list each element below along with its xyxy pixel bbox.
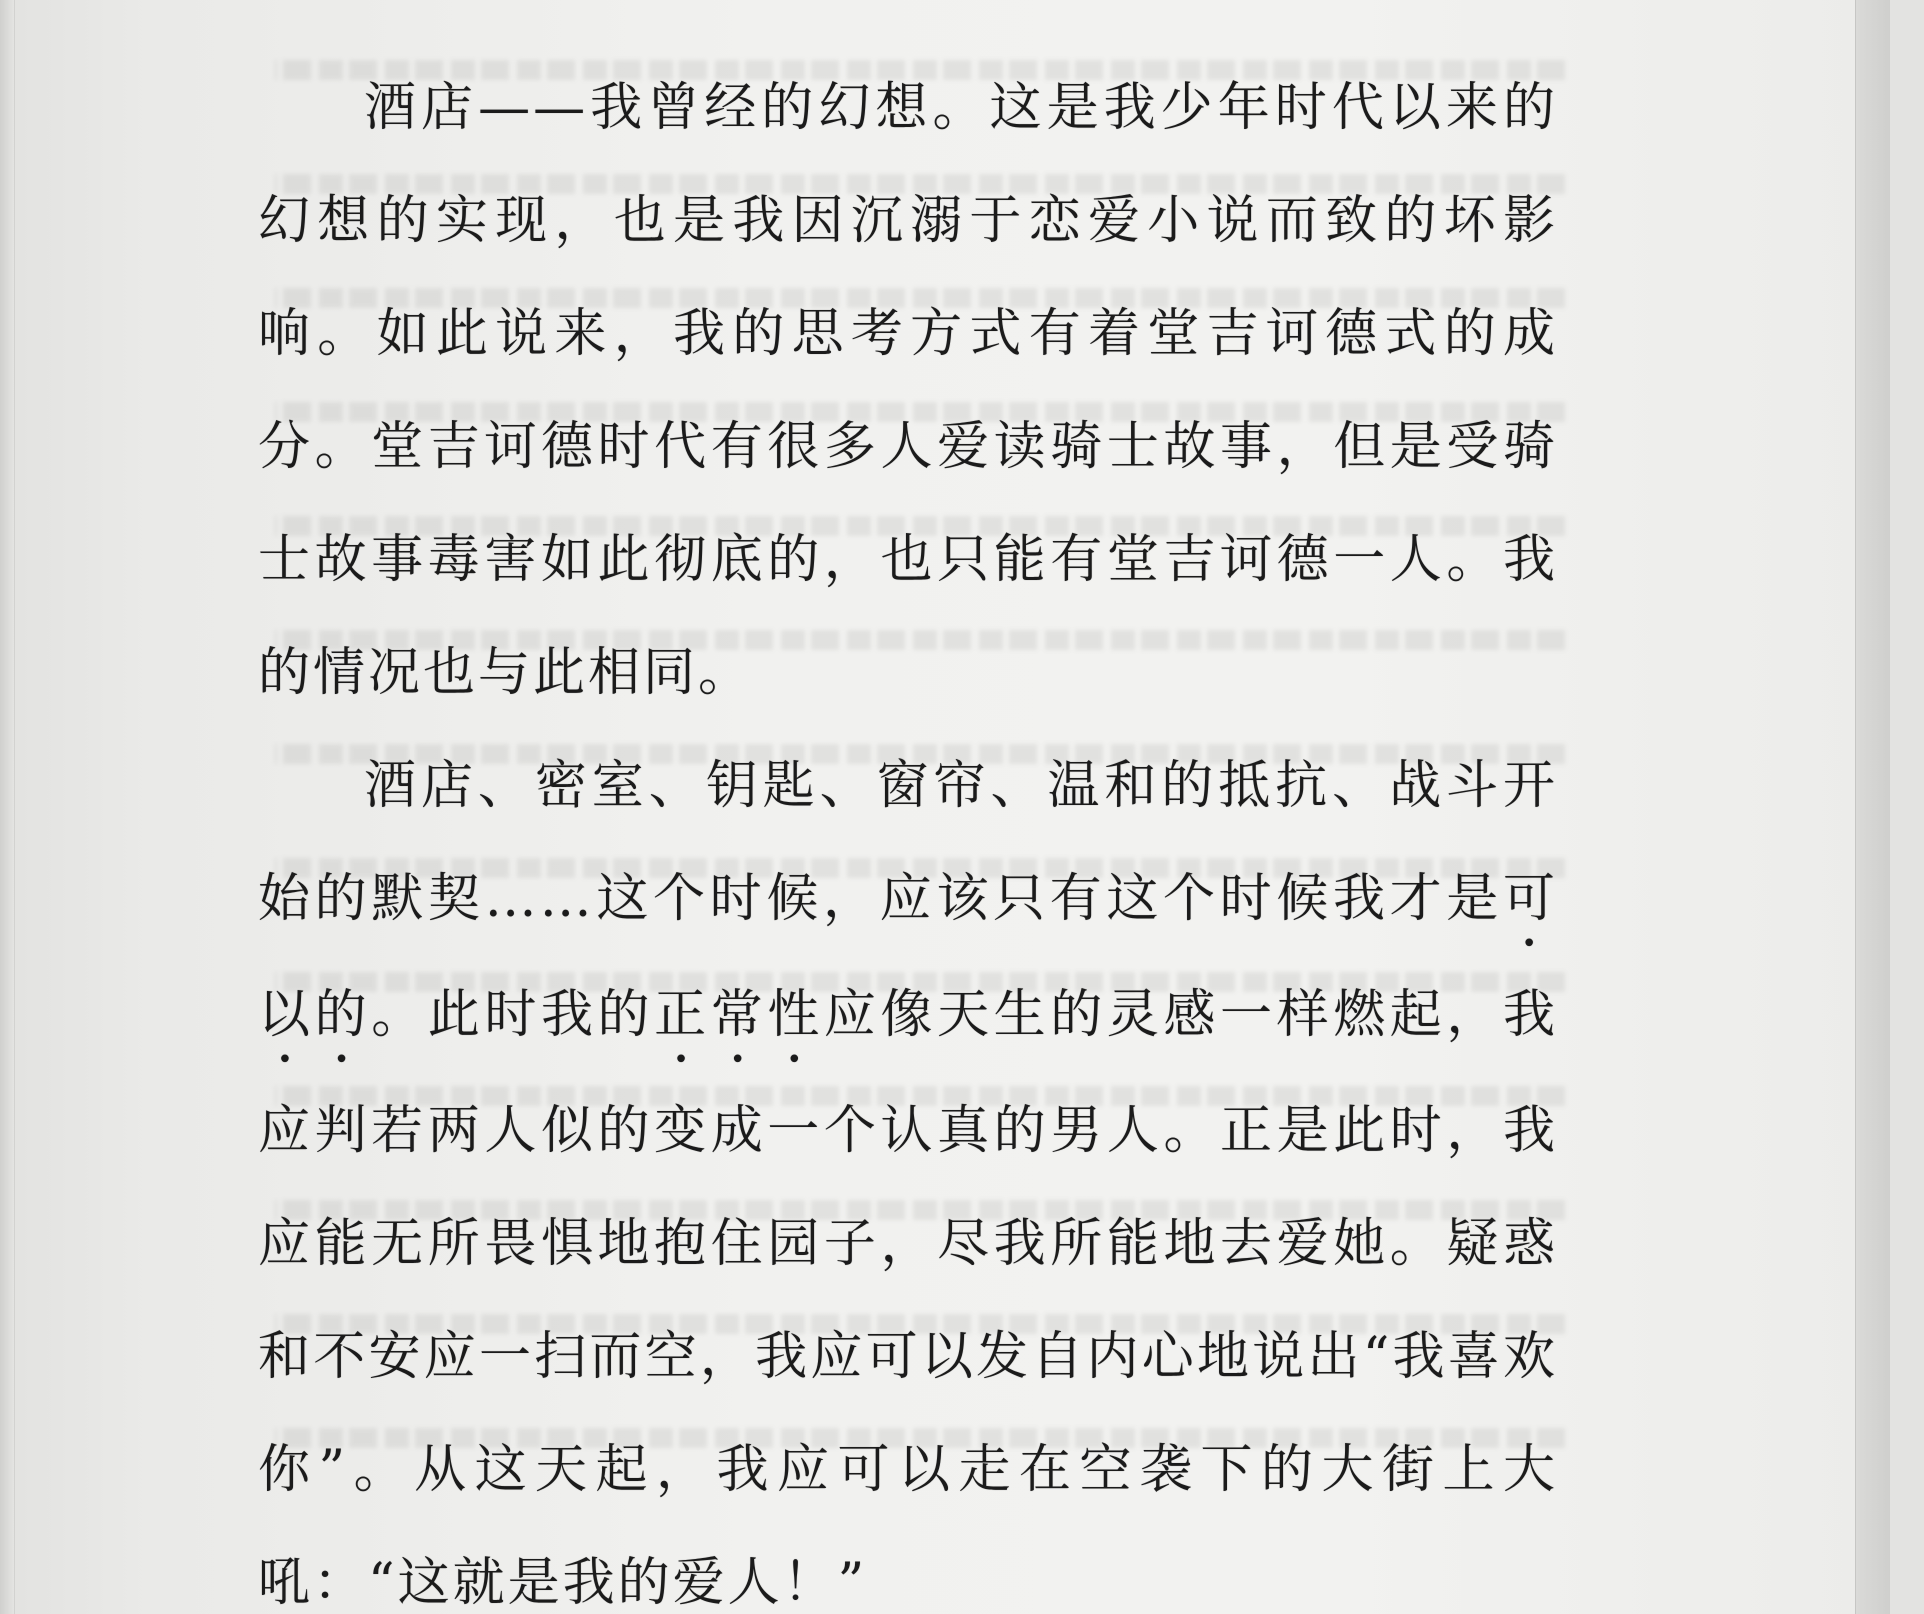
emphasis-zhengchangxing: 正常性 bbox=[654, 985, 824, 1045]
paragraph-1 bbox=[258, 52, 1558, 730]
page-edge-right bbox=[1855, 0, 1890, 1614]
paragraph-2-text-b: 。此时我的 bbox=[371, 985, 655, 1045]
paragraph-1-text: 酒店——我曾经的幻想。这是我少年时代以来的幻想的实现，也是我因沉溺于恋爱小说而致的坏影响。如此说来，我的思考方式有着堂吉诃德式的成分。堂吉诃德时代有很多人爱读骑士故事，但是受骑士故事毒害如此彻底的，也只能有堂吉诃德一人。我的情况也与此相同。 bbox=[258, 78, 1558, 703]
body-text bbox=[258, 52, 1558, 1614]
paragraph-2-text-c: 应像天生的灵感一样燃起，我应判若两人似的变成一个认真的男人。正是此时，我应能无所畏惧地抱住园子，尽我所能地去爱她。疑惑和不安应一扫而空，我应可以发自内心地说出“我喜欢你”。从这天起，我应可以走在空袭下的大街上大吼：“这就是我的爱人！” bbox=[258, 985, 1558, 1613]
paragraph-2 bbox=[258, 730, 1558, 1614]
page-edge-left bbox=[0, 0, 15, 1614]
emphasis-keyi: 可以的 bbox=[258, 869, 1558, 1045]
paragraph-2-text-a: 酒店、密室、钥匙、窗帘、温和的抵抗、战斗开始的默契……这个时候，应该只有这个时候我才是 bbox=[258, 756, 1558, 929]
